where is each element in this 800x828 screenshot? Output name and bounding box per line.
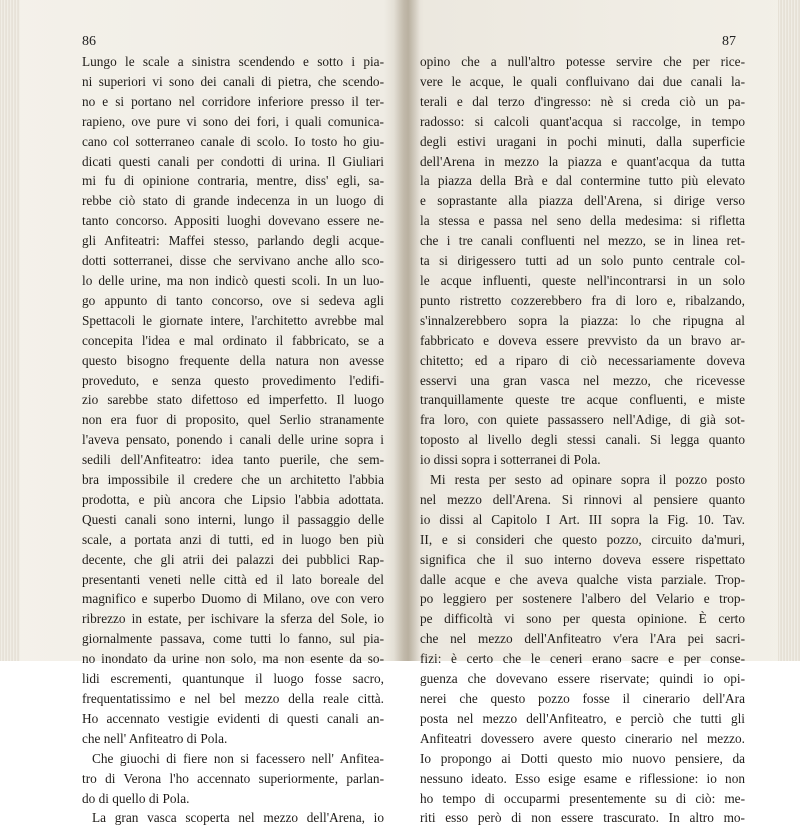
text-line: ribrezzo in estate, per ischivare la sferza del Sole, io: [82, 611, 384, 627]
text-line: posta nel mezzo dell'Anfiteatro, e perciò che tutti gli: [420, 710, 745, 726]
text-line: Mi resta per sesto ad opinare sopra il pozzo posto: [430, 472, 745, 488]
text-line: degli estivi uragani in pochi minuti, dalla superficie: [420, 133, 745, 149]
text-line: toposto al livello degli stessi canali. Si legga quanto: [420, 432, 745, 448]
right-page-number: 87: [722, 34, 736, 49]
text-line: chitetto; ed a riparo di ciò necessariamente doveva: [420, 352, 745, 368]
text-line: giornalmente passava, come tutti lo fanno, sul pia-: [82, 631, 384, 647]
text-line: bra impossibile il credere che un architetto l'abbia: [82, 472, 384, 488]
text-line: go appunto di tanto concorso, ove si sedeva agli: [82, 292, 384, 308]
text-line: dalle acque e che aveva qualche vista parziale. Trop-: [420, 571, 745, 587]
text-line: decente, che gli atrii dei palazzi dei pubblici Rap-: [82, 551, 384, 567]
right-page-edge: [778, 0, 800, 661]
text-line: fabbricato e doveva essere prevvisto da un bravo ar-: [420, 332, 745, 348]
text-line: rapieno, ove pure vi sono dei fori, i quali comunica-: [82, 113, 384, 129]
text-line: Che giuochi di fiere non si facessero nell' Anfitea-: [92, 750, 384, 766]
text-line: cano col sotterraneo canale di scolo. Io tosto ho giu-: [82, 133, 384, 149]
text-line: questo bisogno frequente della natura non avesse: [82, 352, 384, 368]
text-line: la piazza della Brà e dal contermine tutto più elevato: [420, 173, 745, 189]
text-line: nel mezzo dell'Arena. Si rinnovi al pensiere quanto: [420, 491, 745, 507]
text-line: l'aveva pensato, ponendo i canali delle urine sopra i: [82, 432, 384, 448]
text-line: io dissi sopra i sotterranei di Pola.: [420, 452, 601, 468]
text-line: mi fu di opinione contraria, mentre, diss' egli, sa-: [82, 173, 384, 189]
text-line: dicati questi canali per condotti di urina. Il Giuliari: [82, 153, 384, 169]
text-line: dotti sotterranei, disse che servivano anche allo sco-: [82, 253, 384, 269]
text-line: vere le acque, le quali confluivano dai due canali la-: [420, 73, 745, 89]
text-line: do di quello di Pola.: [82, 790, 190, 806]
text-line: guenza che dovevano essere riservate; quindi io opi-: [420, 671, 745, 687]
text-line: frequentatissimo e nel bel mezzo della reale città.: [82, 691, 384, 706]
text-line: La gran vasca scoperta nel mezzo dell'Arena, io: [92, 810, 384, 826]
text-line: scale, a portata anzi di tutti, ed in luogo ben più: [82, 531, 384, 547]
text-line: Questi canali sono interni, lungo il passaggio delle: [82, 511, 384, 527]
text-line: la stessa e passa nel seno della medesima: si rifletta: [420, 213, 745, 229]
text-line: ho tempo di occuparmi presentemente su di ciò: me-: [420, 790, 745, 806]
text-line: io dissi al Capitolo I Art. III sopra la Fig. 10. Tav.: [420, 511, 745, 527]
text-line: le acque influenti, queste nell'incontrarsi in un solo: [420, 272, 745, 288]
left-page-text: [82, 30, 384, 828]
text-line: prodotta, e più ancora che Lipsio l'abbia adottata.: [82, 491, 384, 507]
text-line: sedili dell'Anfiteatro: idea tanto puerile, che sem-: [82, 452, 384, 468]
text-line: pe difficoltà vi sono per questa opinione. È certo: [420, 611, 745, 627]
text-line: Ho accennato vestigie evidenti di questi canali an-: [82, 710, 384, 726]
text-line: fra loro, con quiete passassero nell'Adige, di già sot-: [420, 412, 745, 428]
book-gutter: [394, 0, 420, 661]
text-line: po leggiero per sostenere l'albero del Velario e trop-: [420, 591, 745, 607]
text-line: nessuno ideato. Esso esige esame e riflessione: io non: [420, 770, 745, 786]
text-line: che i tre canali confluenti nel mezzo, se in linea ret-: [420, 233, 745, 249]
text-line: concepita l'idea e mal ordinato il fabbricato, se a: [82, 332, 384, 348]
text-line: non era fuor di proposito, quel Serlio stranamente: [82, 412, 384, 428]
text-line: ta si dirigessero tutti ad un solo punto centrale col-: [420, 253, 745, 269]
text-line: s'innalzerebbero sopra la piazza: lo che ripugna al: [420, 312, 745, 328]
text-line: tro di Verona l'ho accennato superiormente, parlan-: [82, 770, 384, 786]
left-page-number: 86: [82, 34, 96, 49]
text-line: radosso: si calcoli quant'acqua si raccolge, in tempo: [420, 113, 745, 129]
text-line: presentanti veneti nelle città ed il lato boreale del: [82, 571, 384, 587]
text-line: magnifico e superbo Duomo di Milano, ove con vero: [82, 591, 384, 607]
text-line: riti esso però di non essere trascurato. In altro mo-: [420, 810, 745, 826]
text-line: rebbe ciò stato di grande indecenza in un luogo di: [82, 193, 384, 209]
text-line: tanto concorso. Appositi luoghi dovevano essere ne-: [82, 213, 384, 229]
left-page-edge: [0, 0, 20, 661]
text-line: che nell' Anfiteatro di Pola.: [82, 730, 228, 746]
text-line: zio sarebbe stato difettoso ed imperfetto. Il luogo: [82, 392, 384, 408]
text-line: lidi escrementi, quantunque il luogo fosse sacro,: [82, 671, 384, 687]
text-line: tranquillamente queste tre acque confluenti, e miste: [420, 392, 745, 408]
text-line: punto ristretto cozzerebbero fra di loro e, ribalzando,: [420, 292, 745, 308]
text-line: opino che a null'altro potesse servire che per rice-: [420, 54, 745, 69]
text-line: ni superiori vi sono dei canali di pietra, che scendo-: [82, 73, 384, 89]
text-line: proveduto, e senza questo provedimento l'edifi-: [82, 372, 384, 388]
text-line: fizi: è certo che le ceneri erano sacre e per conse-: [420, 651, 745, 667]
text-line: Anfiteatri dovessero avere questo cinerario nel mezzo.: [420, 730, 745, 746]
text-line: nerei che questo pozzo fosse il cinerario dell'Ara: [420, 691, 745, 706]
text-line: dell'Arena in mezzo la piazza e quant'acqua da tutta: [420, 153, 745, 169]
text-line: no inondato da urine non solo, ma non esente da so-: [82, 651, 384, 667]
text-line: e soprastante alla piazza dell'Arena, si dirige verso: [420, 193, 745, 209]
right-page-text: [420, 30, 745, 828]
text-line: gli Anfiteatri: Maffei stesso, parlando degli acque-: [82, 233, 384, 249]
text-line: Io propongo ai Dotti questo mio nuovo pensiere, da: [420, 750, 745, 766]
text-line: significa che il suo interno doveva essere rispettato: [420, 551, 745, 567]
text-line: esservi una gran vasca nel mezzo, che ricevesse: [420, 372, 745, 388]
text-line: che nel mezzo dell'Anfiteatro v'era l'Ara pei sacri-: [420, 631, 745, 647]
text-line: lo delle urine, ma non indicò questi scoli. In un luo-: [82, 272, 384, 288]
text-line: Spettacoli le giornate intere, l'architetto avrebbe mal: [82, 312, 384, 328]
text-line: terali e dal terzo d'ingresso: nè si creda ciò un pa-: [420, 93, 745, 109]
text-line: no e si portano nel corridore inferiore presso il ter-: [82, 93, 384, 109]
text-line: Lungo le scale a sinistra scendendo e sotto i pia-: [82, 54, 384, 69]
text-line: II, e si consideri che questo pozzo, circuito da'muri,: [420, 531, 745, 547]
